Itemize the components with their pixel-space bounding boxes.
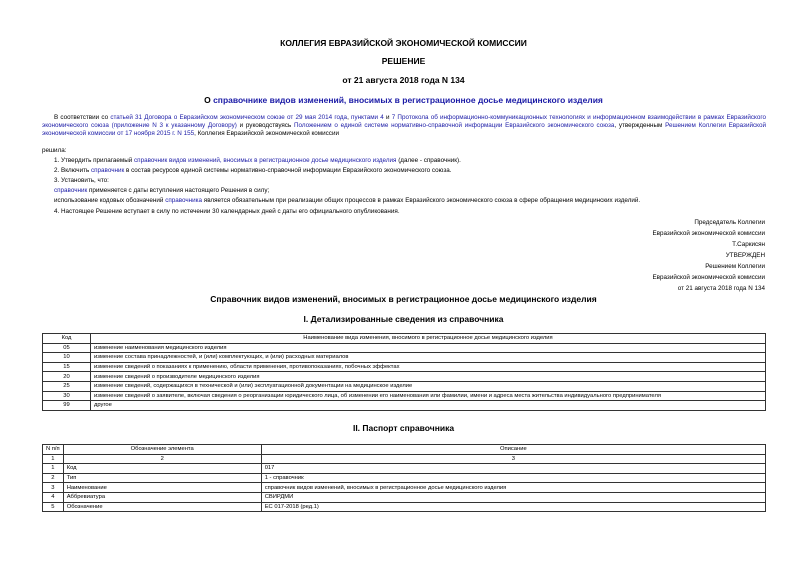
- name-cell: изменение состава принадлежностей, и (или) комплектующих, и (или) расходных материалов: [91, 353, 766, 363]
- column-header-description: Описание: [261, 445, 765, 455]
- description-cell: 1 - справочник: [261, 473, 765, 483]
- signature-line-2: Евразийской экономической комиссии: [652, 230, 765, 237]
- code-cell: 25: [43, 381, 91, 391]
- date-number-heading: от 21 августа 2018 года N 134: [342, 75, 465, 85]
- code-cell: 15: [43, 362, 91, 372]
- title-prefix: О: [204, 95, 214, 105]
- item-3b-link[interactable]: справочника: [165, 197, 203, 204]
- column-header-code: Код: [43, 334, 91, 344]
- resolved-text: решила:: [42, 147, 67, 154]
- number-cell: 1: [43, 464, 64, 474]
- appendix-title: Справочник видов изменений, вносимых в регистрационное досье медицинского изделия: [210, 294, 597, 304]
- item-1: [54, 157, 461, 165]
- signature-line-3: Т.Саркисян: [732, 241, 765, 248]
- code-cell: 30: [43, 391, 91, 401]
- element-cell: Обозначение: [63, 502, 261, 512]
- column-header-name: Наименование вида изменения, вносимого в регистрационное досье медицинского изделия: [91, 334, 766, 344]
- table-row: [43, 381, 766, 391]
- code-cell: 05: [43, 343, 91, 353]
- item-2-text: 2. Включить: [54, 167, 91, 174]
- preamble-text-1: В соответствии со: [54, 114, 111, 121]
- passport-table: [42, 444, 766, 512]
- preamble-text-6: , Коллегия Евразийской экономической комиссии: [194, 130, 339, 137]
- approved-line-3: Евразийской экономической комиссии: [652, 274, 765, 281]
- table-row: [43, 372, 766, 382]
- document-title: [0, 95, 807, 105]
- column-header-number: N п/п: [43, 445, 64, 455]
- description-cell: ЕС 017-2018 (ред.1): [261, 502, 765, 512]
- name-cell: изменение сведений о заявителе, включая сведения о реорганизации юридического лица, об изменении его наименования или фамилии, имени и адреса места жительства индивидуального предпринимателя: [91, 391, 766, 401]
- element-cell: Аббревиатура: [63, 492, 261, 502]
- item-4: 4. Настоящее Решение вступает в силу по истечении 30 календарных дней с даты его официального опубликования.: [54, 208, 400, 215]
- table-row: [43, 343, 766, 353]
- preamble-paragraph: [42, 114, 766, 138]
- item-3a-link[interactable]: справочник: [54, 187, 88, 194]
- element-cell: Тип: [63, 473, 261, 483]
- table-row: [43, 391, 766, 401]
- table-row: [43, 362, 766, 372]
- item-2-tail: в состав ресурсов единой системы нормативно-справочной информации Евразийского экономического союза.: [124, 167, 452, 174]
- preamble-text-4: и руководствуясь: [236, 122, 294, 129]
- number-cell: 4: [43, 492, 64, 502]
- name-cell: другое: [91, 401, 766, 411]
- description-cell: справочник видов изменений, вносимых в регистрационное досье медицинского изделия: [261, 483, 765, 493]
- title-link[interactable]: справочнике видов изменений, вносимых в регистрационное досье медицинского изделия: [213, 95, 603, 105]
- decision-155-link[interactable]: Решением Коллегии Евразийской экономической комиссии от 17 ноября 2015 г. N 155: [42, 122, 766, 137]
- approved-line-4: от 21 августа 2018 года N 134: [677, 285, 765, 292]
- item-3b-tail: является обязательным при реализации общих процессов в рамках Евразийского экономического союза в сфере обращения медицинских изделий.: [202, 197, 641, 204]
- item-2: [54, 167, 451, 175]
- column-number: 2: [63, 454, 261, 464]
- code-cell: 10: [43, 353, 91, 363]
- regulation-link[interactable]: Положением о единой системе нормативно-справочной информации Евразийского экономического союза: [293, 122, 615, 129]
- signature-line-1: Председатель Коллегии: [694, 219, 765, 226]
- points-4-link[interactable]: пунктами 4: [351, 114, 384, 121]
- item-1-link[interactable]: справочник видов изменений, вносимых в регистрационное досье медицинского изделия: [134, 157, 397, 164]
- table-row: [43, 473, 766, 483]
- org-heading: КОЛЛЕГИЯ ЕВРАЗИЙСКОЙ ЭКОНОМИЧЕСКОЙ КОМИССИИ: [280, 38, 527, 48]
- element-cell: Наименование: [63, 483, 261, 493]
- table-row: [43, 492, 766, 502]
- number-cell: 2: [43, 473, 64, 483]
- description-cell: 017: [261, 464, 765, 474]
- table-row: [43, 483, 766, 493]
- description-cell: СВИРДМИ: [261, 492, 765, 502]
- item-3b: [54, 197, 640, 205]
- item-3b-text: использование кодовых обозначений: [54, 197, 166, 204]
- name-cell: изменение наименования медицинского изделия: [91, 343, 766, 353]
- code-cell: 20: [43, 372, 91, 382]
- table-header-row: [43, 334, 766, 344]
- number-cell: 3: [43, 483, 64, 493]
- name-cell: изменение сведений, содержащихся в технической и (или) эксплуатационной документации на медицинское изделие: [91, 381, 766, 391]
- column-number: 3: [261, 454, 765, 464]
- column-number-row: [43, 454, 766, 464]
- item-3a-text: применяется с даты вступления настоящего Решения в силу;: [87, 187, 270, 194]
- code-cell: 99: [43, 401, 91, 411]
- signature-block: [652, 217, 765, 294]
- item-2-link[interactable]: справочник: [91, 167, 125, 174]
- table-row: [43, 353, 766, 363]
- number-cell: 5: [43, 502, 64, 512]
- table-row: [43, 502, 766, 512]
- name-cell: изменение сведений о показаниях к применению, области применения, противопоказаниях, побочных эффектах: [91, 362, 766, 372]
- table-header-row: [43, 445, 766, 455]
- preamble-text-2: ,: [347, 114, 352, 121]
- item-3a: [54, 187, 269, 195]
- preamble-text-5: , утвержденным: [614, 122, 666, 129]
- approved-line: УТВЕРЖДЕН: [725, 252, 765, 259]
- approved-line-2: Решением Коллегии: [705, 263, 765, 270]
- item-3: 3. Установить, что:: [54, 177, 109, 184]
- treaty-article-link[interactable]: статьей 31 Договора о Евразийском экономическом союзе от 29 мая 2014 года: [110, 114, 348, 121]
- item-1-text: 1. Утвердить прилагаемый: [54, 157, 135, 164]
- column-header-element: Обозначение элемента: [63, 445, 261, 455]
- item-1-tail: (далее - справочник).: [396, 157, 461, 164]
- section-1-heading: I. Детализированные сведения из справочника: [303, 314, 504, 324]
- element-cell: Код: [63, 464, 261, 474]
- table-row: [43, 401, 766, 411]
- section-2-heading: II. Паспорт справочника: [352, 423, 455, 433]
- column-number: 1: [43, 454, 64, 464]
- table-row: [43, 464, 766, 474]
- protocol-link[interactable]: 7 Протокола об информационно-коммуникационных технологиях и информационном взаимодействии в рамках Евразийского экономического союза (приложение N 3 к указанному Договору): [42, 114, 767, 129]
- name-cell: изменение сведений о производителе медицинского изделия: [91, 372, 766, 382]
- doc-type-heading: РЕШЕНИЕ: [381, 56, 426, 66]
- preamble-text-3: и: [383, 114, 392, 121]
- codes-table: [42, 333, 766, 411]
